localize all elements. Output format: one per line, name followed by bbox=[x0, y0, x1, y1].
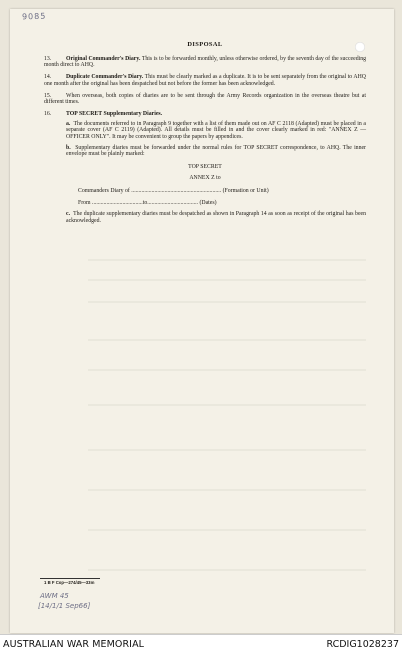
subparagraph-label: c. bbox=[66, 210, 71, 217]
diary-line-label: Commanders Diary of bbox=[78, 187, 130, 194]
paragraph-text: When overseas, both copies of diaries are to be sent through the Army Records organization in the overseas theatre but at different times. bbox=[44, 92, 366, 106]
item-identifier: RCDIG1028237 bbox=[326, 639, 399, 650]
bleed-through bbox=[88, 259, 366, 261]
bleed-through bbox=[88, 369, 366, 371]
paragraph-title: TOP SECRET Supplementary Diaries. bbox=[66, 110, 163, 117]
dates-label: (Dates) bbox=[199, 200, 217, 207]
to-label: to bbox=[142, 200, 148, 207]
subparagraph-text: The documents referred to in Paragraph 9 together with a list of them made out on AF C 2118 (Adapted) must be placed in a separate cover (AF C 2119) (Adapted). All details must be filled in and the cover clearly marked in red: "ANNEX Z — OFFICER ONLY". It may be convenient to group the papers by appendices. bbox=[66, 120, 366, 141]
subparagraph-c bbox=[44, 211, 366, 224]
subparagraph-a bbox=[44, 121, 366, 141]
top-secret-label: TOP SECRET bbox=[188, 164, 222, 171]
diary-fill-line bbox=[44, 188, 366, 195]
diary-line-dots: .............................................................. bbox=[131, 187, 222, 194]
archive-caption-bar bbox=[0, 634, 402, 654]
subparagraph-label: a. bbox=[66, 120, 71, 127]
diary-line-suffix: (Formation or Unit) bbox=[222, 187, 269, 194]
paragraph-number: 16. bbox=[44, 110, 52, 117]
to-dots: ................................... bbox=[147, 200, 198, 207]
dates-fill-line bbox=[44, 200, 366, 207]
pencil-archive-note: AWM 45 bbox=[40, 592, 69, 600]
document-body bbox=[44, 42, 366, 228]
paragraph-16 bbox=[44, 111, 366, 118]
bleed-through bbox=[88, 569, 366, 571]
printer-imprint: 1 B F Cop—274/45—33m bbox=[44, 580, 95, 585]
paragraph-text: This must be clearly marked as a duplicate. It is to be sent separately from the original to AHQ one month after the original has been despatched but not before the former has been acknowledged. bbox=[44, 74, 366, 87]
pencil-archive-note: [14/1/1 Sep66] bbox=[38, 602, 91, 610]
bleed-through bbox=[88, 279, 366, 281]
from-dots: ................................... bbox=[92, 200, 143, 207]
subparagraph-label: b. bbox=[66, 144, 71, 151]
paragraph-number: 15. bbox=[44, 92, 52, 99]
paragraph-14 bbox=[44, 74, 366, 87]
subparagraph-b bbox=[44, 145, 366, 158]
bleed-through bbox=[88, 529, 366, 531]
subparagraph-text: The duplicate supplementary diaries must be despatched as shown in Paragraph 14 as soon as receipt of the original has been acknowledged. bbox=[66, 210, 366, 224]
paragraph-13 bbox=[44, 56, 366, 69]
paragraph-text: This is to be forwarded monthly, unless otherwise ordered, by the seventh day of the succeeding month direct to AHQ. bbox=[44, 55, 366, 69]
institution-name: AUSTRALIAN WAR MEMORIAL bbox=[3, 639, 145, 650]
paragraph-15 bbox=[44, 93, 366, 106]
footer-rule bbox=[40, 578, 100, 579]
annex-label: ANNEX Z to bbox=[189, 174, 221, 181]
paragraph-title: Duplicate Commander's Diary. bbox=[66, 74, 144, 81]
pencil-reference: 9085 bbox=[21, 11, 47, 22]
bleed-through bbox=[88, 339, 366, 341]
bleed-through bbox=[88, 449, 366, 451]
bleed-through bbox=[88, 301, 366, 303]
bleed-through bbox=[88, 489, 366, 491]
paragraph-number: 13. bbox=[44, 55, 52, 62]
subparagraph-text: Supplementary diaries must be forwarded under the normal rules for TOP SECRET correspondence, to AHQ. The inner envelope must be plainly marked: bbox=[66, 144, 366, 158]
from-label: From bbox=[78, 200, 91, 207]
paragraph-title: Original Commander's Diary. bbox=[66, 55, 141, 62]
paragraph-number: 14. bbox=[44, 74, 52, 81]
bleed-through bbox=[88, 404, 366, 406]
section-heading: DISPOSAL bbox=[187, 41, 223, 48]
